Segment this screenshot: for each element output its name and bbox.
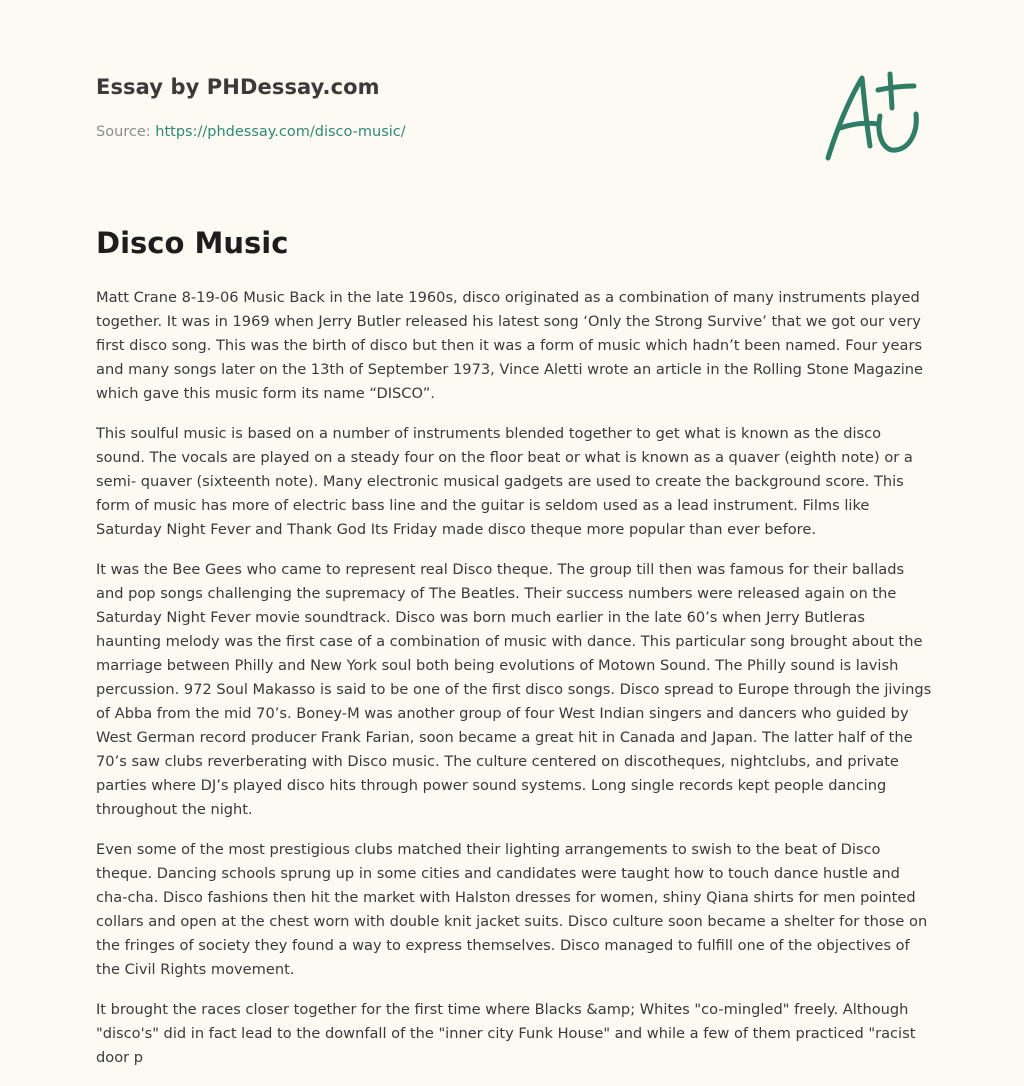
essay-paragraph-1: Matt Crane 8-19-06 Music Back in the late 1960s, disco originated as a combination of many instruments played together. It was in 1969 when Jerry Butler released his latest song ‘Only the Strong Survive’ that we got our very first disco song. This was the birth of disco but then it was a form of music which hadn’t been named. Four years and many songs later on the 13th of September 1973, Vince Aletti wrote an article in the Rolling Stone Magazine which gave this music form its name “DISCO”. xyxy=(96,289,924,402)
essay-paragraph-5: It brought the races closer together for the first time where Blacks &amp; Whites "co-mingled" freely. Although "disco's" did in fact lead to the downfall of the "inner city Funk House" and while a few of them practiced "racist door p xyxy=(96,1001,916,1066)
source-label: Source: xyxy=(96,124,156,140)
site-brand: Essay by PHDessay.com xyxy=(96,75,380,99)
essay-body xyxy=(96,286,932,1086)
source-link[interactable]: https://phdessay.com/disco-music/ xyxy=(155,124,406,140)
essay-title: Disco Music xyxy=(96,226,289,260)
essay-paragraph-2: This soulful music is based on a number of instruments blended together to get what is known as the disco sound. The vocals are played on a steady four on the floor beat or what is known as a quaver (eighth note) or a semi- quaver (sixteenth note). Many electronic musical gadgets are used to create the background score. This form of music has more of electric bass line and the guitar is seldom used as a lead instrument. Films like Saturday Night Fever and Thank God Its Friday made disco theque more popular than ever before. xyxy=(96,425,913,538)
essay-paragraph-3: It was the Bee Gees who came to represent real Disco theque. The group till then was famous for their ballads and pop songs challenging the supremacy of The Beatles. Their success numbers were released again on the Saturday Night Fever movie soundtrack. Disco was born much earlier in the late 60’s when Jerry Butleras haunting melody was the first case of a combination of music with dance. This particular song brought about the marriage between Philly and New York soul both being evolutions of Motown Sound. The Philly sound is lavish percussion. 972 Soul Makasso is said to be one of the first disco songs. Disco spread to Europe through the jivings of Abba from the mid 70’s. Boney-M was another group of four West Indian singers and dancers who guided by West German record producer Frank Farian, soon became a great hit in Canada and Japan. The latter half of the 70’s saw clubs reverberating with Disco music. The culture centered on discotheques, nightclubs, and private parties where DJ’s played disco hits through power sound systems. Long single records kept people dancing throughout the night. xyxy=(96,561,932,818)
a-plus-logo-icon xyxy=(818,66,930,166)
essay-paragraph-4: Even some of the most prestigious clubs matched their lighting arrangements to swish to the beat of Disco theque. Dancing schools sprung up in some cities and candidates were taught how to touch dance hustle and cha-cha. Disco fashions then hit the market with Halston dresses for women, shiny Qiana shirts for men pointed collars and open at the chest worn with double knit jacket suits. Disco culture soon became a shelter for those on the fringes of society they found a way to express themselves. Disco managed to fulfill one of the objectives of the Civil Rights movement. xyxy=(96,841,928,978)
source-line xyxy=(96,124,406,140)
